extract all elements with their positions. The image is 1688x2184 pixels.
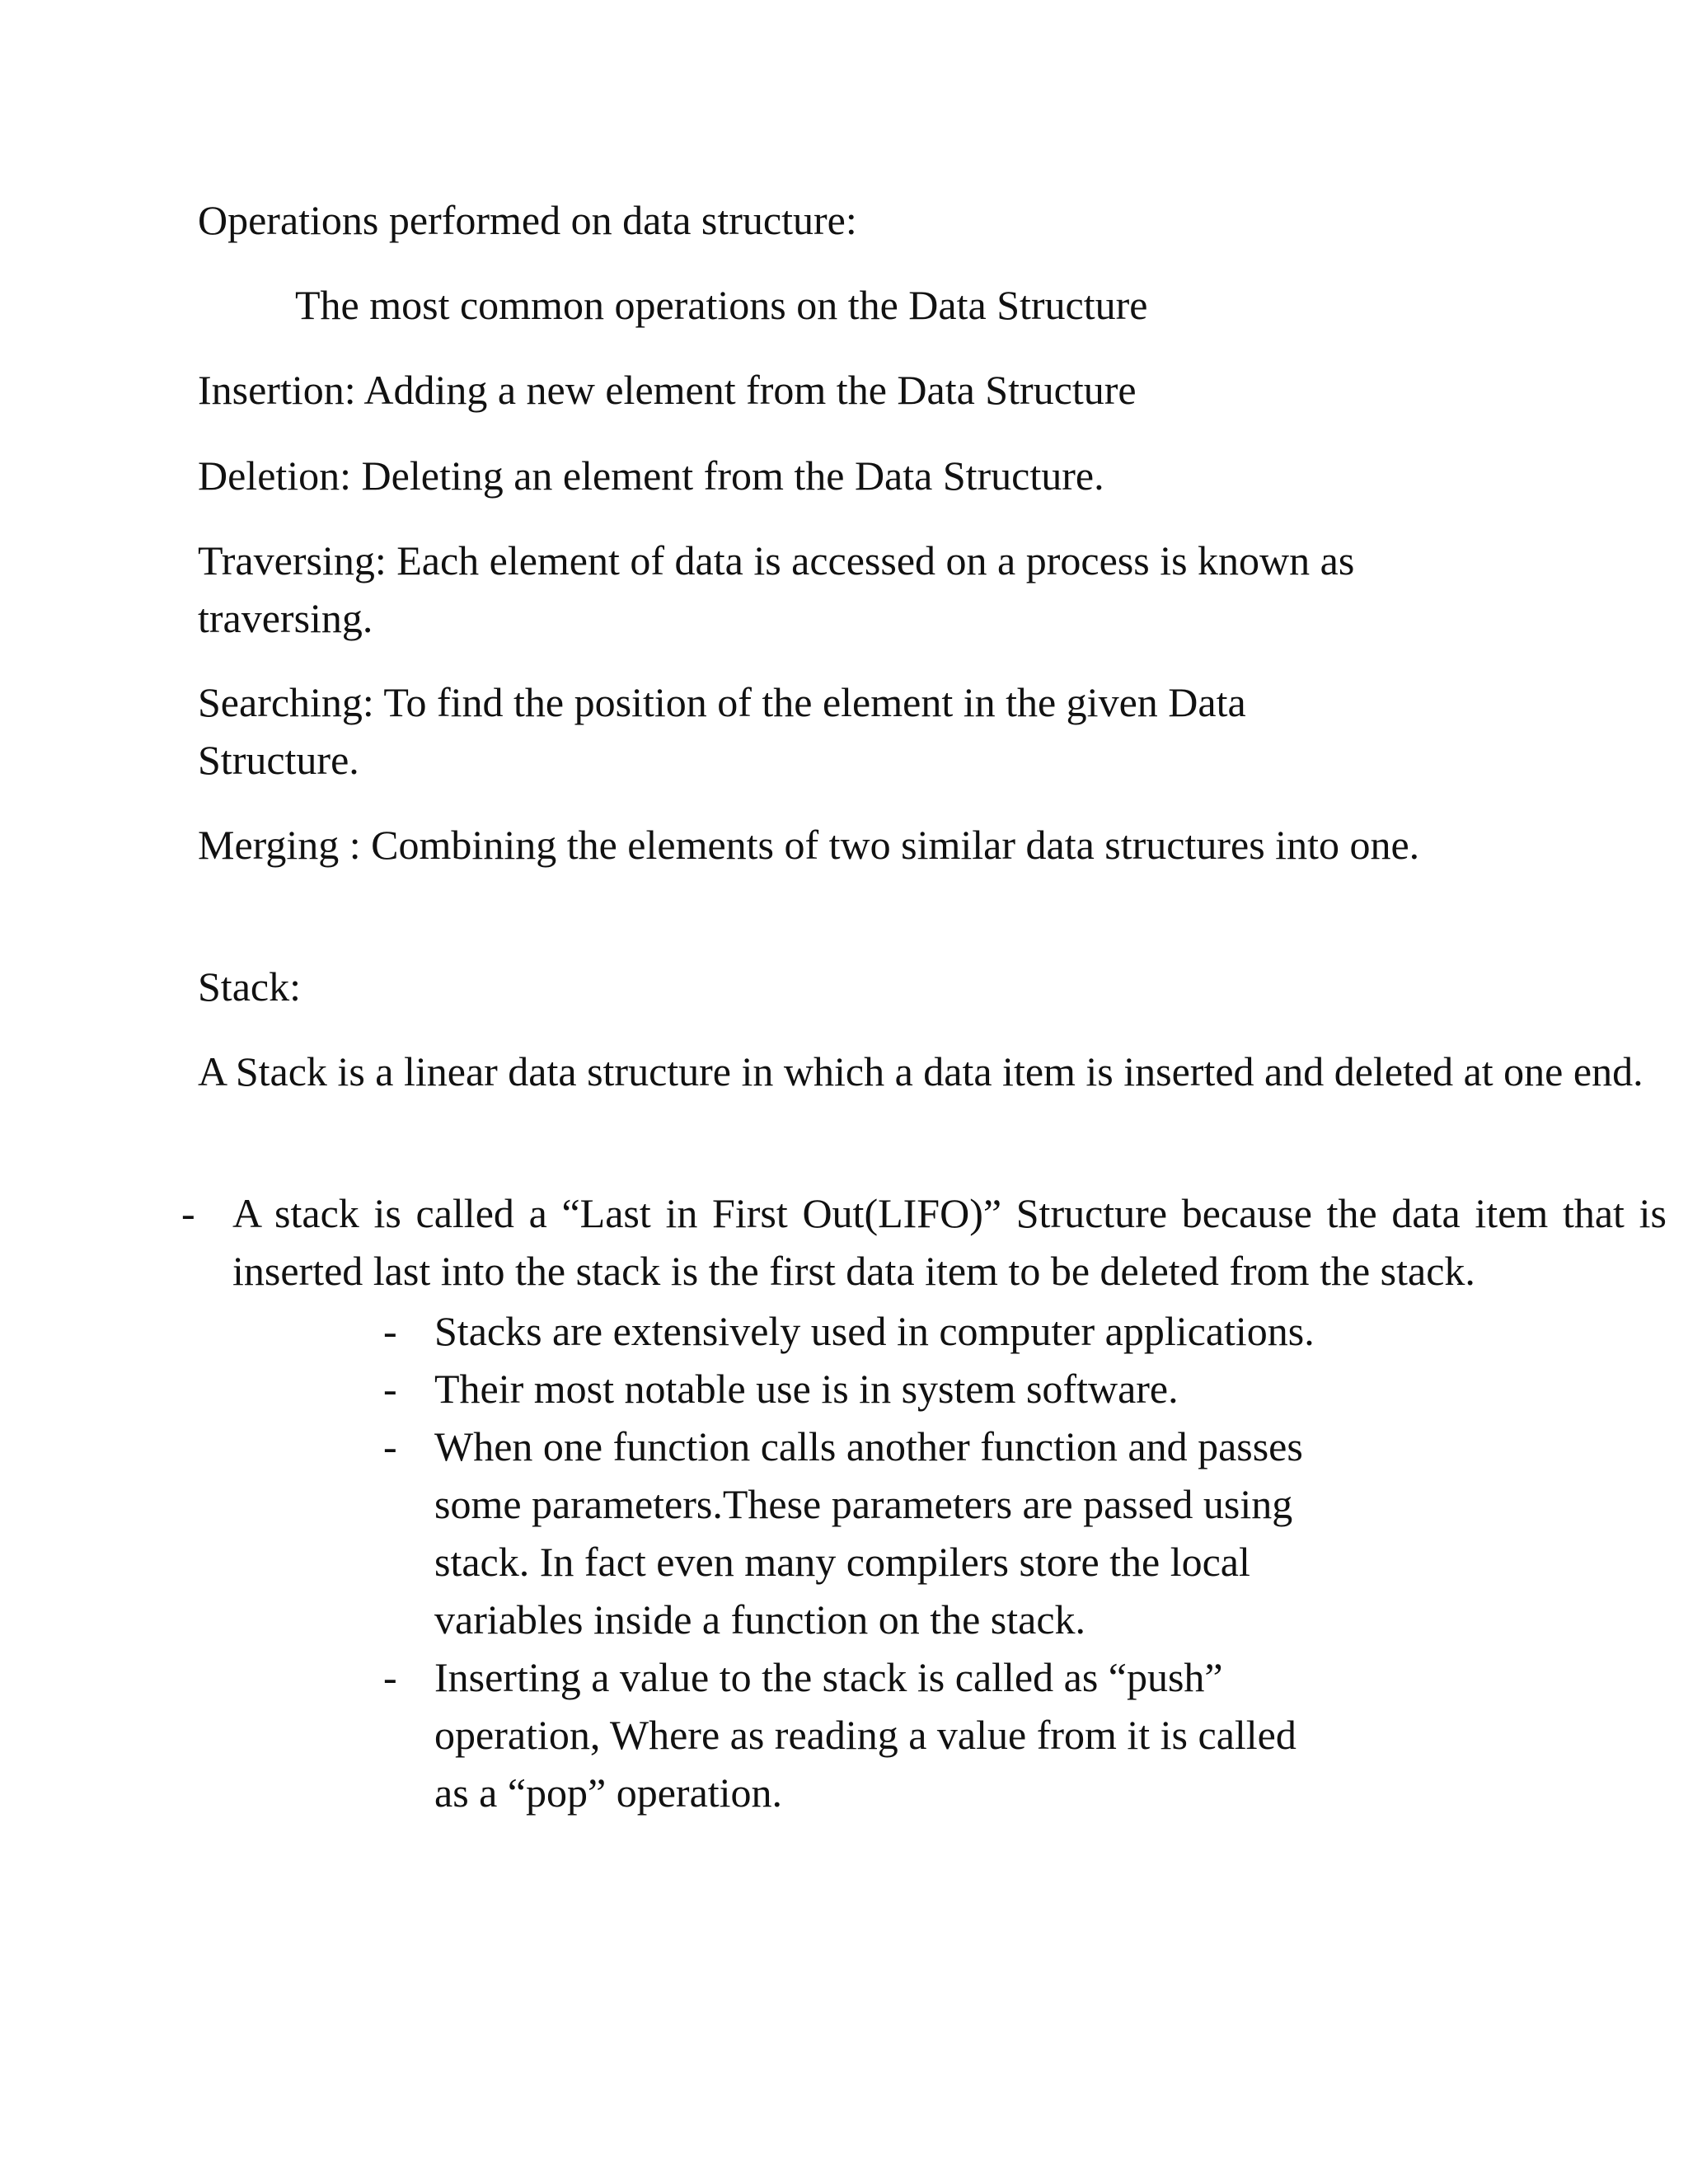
operation-merging: Merging : Combining the elements of two similar data structures into one. xyxy=(198,822,1420,868)
sub-bullet-text: Their most notable use is in system software. xyxy=(434,1366,1179,1412)
sub-bullet-list xyxy=(383,1302,1554,1821)
sub-bullet-text: Inserting a value to the stack is called as “push” operation, Where as reading a value from it is called as a “pop” operation. xyxy=(434,1654,1296,1816)
bullet-dash: - xyxy=(181,1190,195,1236)
sub-bullet-item xyxy=(383,1648,1554,1821)
sub-bullet-text: Stacks are extensively used in computer applications. xyxy=(434,1308,1315,1354)
bullet-dash: - xyxy=(383,1423,397,1469)
sub-bullet-text: When one function calls another function and passes some parameters.These parameters are passed using stack. In fact even many compilers store the local variables inside a function on the stack. xyxy=(434,1423,1303,1643)
operation-traversing: Traversing: Each element of data is accessed on a process is known as traversing. xyxy=(198,537,1355,641)
operation-searching: Searching: To find the position of the element in the given Data Structure. xyxy=(198,679,1246,783)
intro-line: The most common operations on the Data Structure xyxy=(295,282,1148,328)
main-bullet-text: A stack is called a “Last in First Out(LIFO)” Structure because the data item that is inserted last into the stack is the first data item to be deleted from the stack. xyxy=(232,1190,1667,1294)
sub-bullet-item xyxy=(383,1302,1554,1360)
sub-bullet-item xyxy=(383,1418,1554,1648)
bullet-dash: - xyxy=(383,1654,397,1700)
section-heading: Operations performed on data structure: xyxy=(198,197,857,243)
stack-heading: Stack: xyxy=(198,963,301,1010)
operation-deletion: Deletion: Deleting an element from the Data Structure. xyxy=(198,452,1104,499)
sub-bullet-item xyxy=(383,1360,1554,1418)
bullet-dash: - xyxy=(383,1366,397,1412)
bullet-dash: - xyxy=(383,1308,397,1354)
stack-definition: A Stack is a linear data structure in which a data item is inserted and deleted at one end. xyxy=(198,1048,1643,1094)
operation-insertion: Insertion: Adding a new element from the Data Structure xyxy=(198,367,1137,413)
